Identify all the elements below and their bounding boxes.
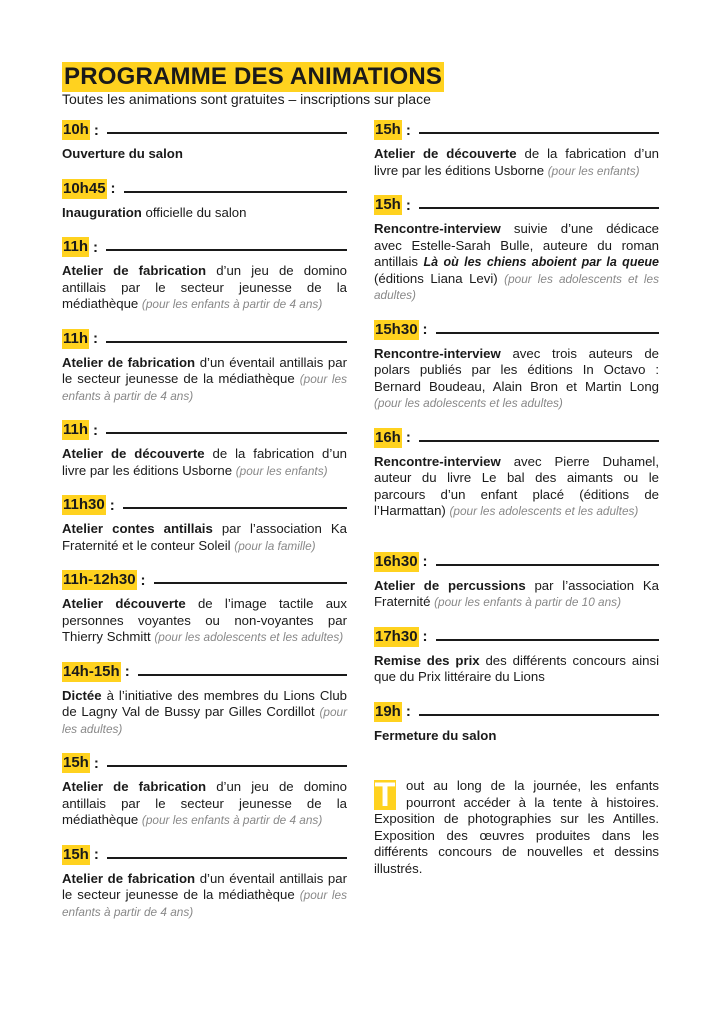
event-time: 15h — [63, 754, 89, 771]
event-description: Atelier de fabrication d’un éventail antillais par le secteur jeunesse de la médiathèque (pour les enfants à partir de 4 ans) — [62, 354, 347, 403]
event-item: 11h : Atelier de fabrication d’un éventail antillais par le secteur jeunesse de la médiathèque (pour les enfants à partir de 4 ans) — [62, 329, 347, 403]
audience-note: (pour la famille) — [234, 538, 316, 553]
divider-rule — [107, 765, 347, 767]
audience-note: (pour les adultes) — [62, 705, 347, 736]
event-description: Atelier de découverte de la fabrication d’un livre par les éditions Usborne (pour les enfants) — [62, 446, 347, 478]
audience-note: (pour les enfants à partir de 10 ans) — [434, 595, 621, 609]
event-time: 16h30 — [375, 552, 418, 570]
closing-note — [374, 778, 659, 877]
event-item: 15h : Atelier de découverte de la fabrication d’un livre par les éditions Usborne (pour les enfants) — [374, 121, 659, 178]
event-time: 15h — [375, 196, 401, 213]
page-title: PROGRAMME DES ANIMATIONS — [64, 63, 443, 90]
book-title: Là où les chiens aboient par la queue — [423, 255, 659, 269]
event-item: 11h : Atelier de fabrication d’un jeu de domino antillais par le secteur jeunesse de la médiathèque (pour les enfants à partir de 4 ans) — [62, 238, 347, 311]
page-header — [62, 62, 662, 107]
divider-rule — [419, 132, 659, 134]
divider-rule — [419, 440, 659, 442]
event-item: 17h30 : Remise des prix des différents concours ainsi que du Prix littéraire du Lions — [374, 627, 660, 684]
event-item: 14h-15h : Dictée à l’initiative des membres du Lions Club de Lagny Val de Bussy par Gilles Cordillot (pour les adultes) — [62, 662, 347, 736]
event-time: 11h — [63, 238, 89, 255]
event-description: Rencontre-interview avec trois auteurs de polars publiés par les éditions In Octavo : Bernard Boudeau, Alain Bron et Martin Long (pour les adolescents et les adultes) — [374, 345, 659, 410]
page-subtitle: Toutes les animations sont gratuites – inscriptions sur place — [62, 91, 431, 107]
divider-rule — [123, 507, 347, 509]
event-item: 19h : Fermeture du salon — [374, 700, 659, 745]
event-description: Ouverture du salon — [62, 146, 183, 161]
audience-note: (pour les enfants à partir de 4 ans) — [62, 372, 347, 403]
closing-text: out au long de la journée, les enfants pourront accéder à la tente à histoires. Exposition de photographies sur les Antilles. Exposition des œuvres produites dans les différents concours de nouvelles et dessins illustrés. — [374, 778, 659, 876]
event-item: 10h45 : Inauguration officielle du salon — [62, 177, 347, 222]
event-time: 19h — [375, 702, 401, 720]
divider-rule — [107, 132, 347, 134]
divider-rule — [154, 582, 347, 584]
audience-note: (pour les enfants à partir de 4 ans) — [141, 813, 323, 827]
event-item: 16h : Rencontre-interview avec Pierre Duhamel, auteur du livre Le bal des aimants ou le parcours d’un enfant placé (éditions de l’Harmattan) (pour les adolescents et les adultes) — [374, 428, 659, 518]
right-column — [374, 118, 659, 877]
event-time: 16h — [375, 428, 401, 446]
event-description: Remise des prix des différents concours ainsi que du Prix littéraire du Lions — [374, 652, 660, 684]
event-item: 16h30 : Atelier de percussions par l’association Ka Fraternité (pour les enfants à partir de 10 ans) — [374, 552, 659, 609]
event-description: Rencontre-interview suivie d’une dédicace avec Estelle-Sarah Bulle, auteure du roman antillais Là où les chiens aboient par la queue (éditions Liana Levi) (pour les adolescents et les adultes) — [374, 221, 659, 302]
divider-rule — [419, 207, 659, 209]
event-item: 11h30 : Atelier contes antillais par l’association Ka Fraternité et le conteur Soleil (pour la famille) — [62, 496, 347, 553]
event-description: Inauguration officielle du salon — [62, 204, 247, 220]
audience-note: (pour les adolescents et les adultes) — [374, 396, 563, 410]
event-description: Atelier de percussions par l’association Ka Fraternité (pour les enfants à partir de 10 ans) — [374, 577, 659, 609]
event-description: Atelier de découverte de la fabrication d’un livre par les éditions Usborne (pour les enfants) — [374, 146, 659, 178]
divider-rule — [138, 674, 347, 676]
event-time: 15h — [63, 845, 89, 863]
event-item: 15h : Atelier de fabrication d’un éventail antillais par le secteur jeunesse de la médiathèque (pour les enfants à partir de 4 ans) — [62, 845, 347, 919]
event-description: Rencontre-interview avec Pierre Duhamel, auteur du livre Le bal des aimants ou le parcours d’un enfant placé (éditions de l’Harmattan) (pour les adolescents et les adultes) — [374, 453, 659, 518]
event-item: 10h : Ouverture du salon — [62, 118, 347, 163]
audience-note: (pour les enfants) — [547, 163, 640, 178]
divider-rule — [436, 332, 659, 334]
audience-note: (pour les enfants) — [235, 463, 328, 478]
divider-rule — [436, 639, 659, 641]
drop-cap: T — [374, 776, 396, 814]
event-time: 15h — [375, 121, 401, 138]
event-description: Atelier contes antillais par l’association Ka Fraternité et le conteur Soleil (pour la famille) — [62, 521, 347, 553]
divider-rule — [106, 341, 347, 343]
divider-rule — [124, 191, 347, 193]
event-description: Fermeture du salon — [374, 727, 497, 743]
event-time: 11h-12h30 — [63, 571, 136, 588]
audience-note: (pour les enfants à partir de 4 ans) — [141, 297, 323, 311]
left-column — [62, 118, 347, 934]
audience-note: (pour les enfants à partir de 4 ans) — [62, 888, 347, 919]
event-item: 15h30 : Rencontre-interview avec trois auteurs de polars publiés par les éditions In Octavo : Bernard Boudeau, Alain Bron et Martin Long (pour les adolescents et les adultes) — [374, 320, 659, 410]
divider-rule — [436, 564, 659, 566]
divider-rule — [419, 714, 659, 716]
event-time: 14h-15h — [63, 662, 120, 680]
event-description: Atelier de fabrication d’un éventail antillais par le secteur jeunesse de la médiathèque (pour les enfants à partir de 4 ans) — [62, 870, 347, 919]
event-item: 15h : Rencontre-interview suivie d’une dédicace avec Estelle-Sarah Bulle, auteure du roman antillais Là où les chiens aboient par la queue (éditions Liana Levi) (pour les adolescents et les adultes) — [374, 196, 659, 302]
audience-note: (pour les adolescents et les adultes) — [154, 630, 344, 644]
event-time: 11h — [63, 421, 89, 438]
event-item: 11h-12h30 : Atelier découverte de l’image tactile aux personnes voyantes ou non-voyantes par Thierry Schmitt (pour les adolescents et les adultes) — [62, 571, 347, 644]
divider-rule — [106, 249, 347, 251]
event-time: 10h — [63, 121, 89, 138]
event-description: Atelier de fabrication d’un jeu de domino antillais par le secteur jeunesse de la médiathèque (pour les enfants à partir de 4 ans) — [62, 263, 347, 311]
event-description: Atelier découverte de l’image tactile aux personnes voyantes ou non-voyantes par Thierry Schmitt (pour les adolescents et les adultes) — [62, 596, 347, 644]
event-item: 11h : Atelier de découverte de la fabrication d’un livre par les éditions Usborne (pour les enfants) — [62, 421, 347, 478]
event-description: Dictée à l’initiative des membres du Lions Club de Lagny Val de Bussy par Gilles Cordillot (pour les adultes) — [62, 687, 347, 736]
event-time: 11h30 — [63, 496, 105, 513]
event-time: 10h45 — [63, 179, 106, 197]
audience-note: (pour les adolescents et les adultes) — [374, 271, 659, 302]
audience-note: (pour les adolescents et les adultes) — [449, 504, 639, 518]
event-item: 15h : Atelier de fabrication d’un jeu de domino antillais par le secteur jeunesse de la médiathèque (pour les enfants à partir de 4 ans) — [62, 754, 347, 827]
divider-rule — [107, 857, 347, 859]
event-description: Atelier de fabrication d’un jeu de domino antillais par le secteur jeunesse de la médiathèque (pour les enfants à partir de 4 ans) — [62, 779, 347, 827]
event-time: 17h30 — [375, 627, 418, 645]
divider-rule — [106, 432, 347, 434]
event-time: 11h — [63, 329, 89, 347]
event-time: 15h30 — [375, 320, 418, 338]
